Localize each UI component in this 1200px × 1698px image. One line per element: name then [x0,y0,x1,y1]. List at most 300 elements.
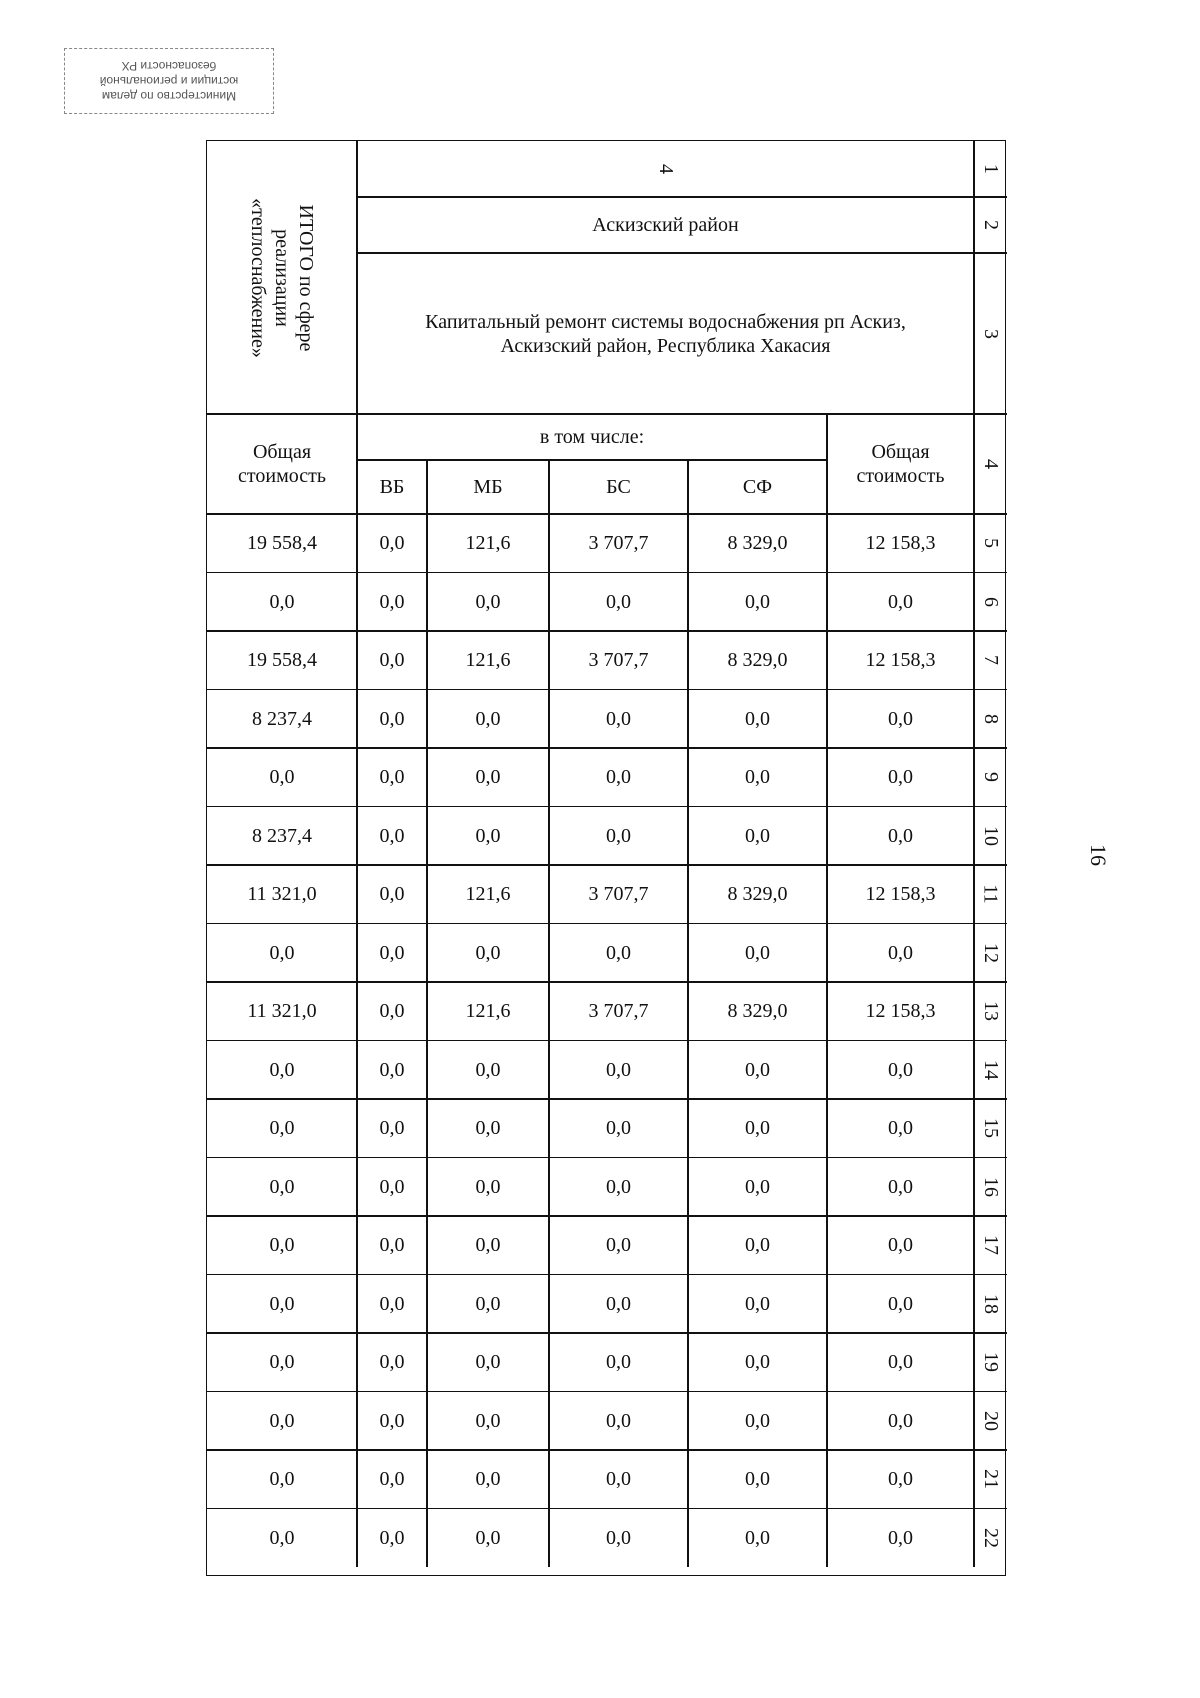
cell-value: 0,0 [475,1234,501,1257]
vb-cell [357,1158,427,1217]
grid-line [207,981,1007,983]
header-text: БС [606,476,631,498]
vb-cell [357,748,427,807]
grid-line [826,414,828,514]
sf-cell [688,1216,827,1275]
sf-cell [688,1450,827,1509]
bs-cell [549,1509,688,1568]
vb-cell [357,865,427,924]
grid-line [207,747,1007,749]
bs-cell [549,748,688,807]
bs-cell [549,982,688,1041]
row-number-cell [974,141,1007,197]
cell-value: 0,0 [269,1117,295,1140]
sf-cell [688,1333,827,1392]
row-number-cell [974,253,1007,414]
mb-cell [427,1275,549,1334]
bs-cell [549,1392,688,1451]
row-number: 6 [979,596,1002,607]
project-cell [357,253,974,414]
cell-value: 0,0 [379,1234,405,1257]
grid-line [207,864,1007,866]
cell-value: 11 321,0 [247,1000,317,1023]
bs-cell [549,573,688,632]
cell-value: 0,0 [379,649,405,672]
cell-value: 19 558,4 [247,649,317,672]
cell-value: 8 237,4 [252,707,312,730]
project-title-line: Аскизский район, Республика Хакасия [500,334,831,357]
sf-cell [688,1158,827,1217]
cell-value: 0,0 [475,1468,501,1491]
bs-cell [549,807,688,866]
sf-cell [688,631,827,690]
row-number: 9 [979,772,1002,783]
cell-value: 0,0 [475,766,501,789]
row-number: 1 [979,164,1002,174]
cell-value: 3 707,7 [588,649,649,672]
cell-value: 0,0 [269,1058,295,1081]
mb-cell [427,1099,549,1158]
grid-line [207,689,1007,691]
total-cost-2-cell [827,982,974,1041]
sf-header [688,460,827,514]
header-text: стоимость [238,465,326,487]
total-cost-2-cell [827,1333,974,1392]
cell-value: 3 707,7 [588,1000,649,1023]
total-cost-2-cell [827,748,974,807]
grid-line [687,514,689,1567]
cell-value: 0,0 [888,824,913,847]
cell-value: 0,0 [606,941,631,964]
row-number-cell [974,1450,1007,1509]
cell-value: 0,0 [379,1409,405,1432]
cell-value: 0,0 [475,590,501,613]
grid-line [357,196,1007,198]
cell-value: 0,0 [269,766,295,789]
row-number: 3 [979,328,1002,339]
cell-value: 0,0 [888,1351,913,1374]
grid-line [548,514,550,1567]
project-title-line: Капитальный ремонт системы водоснабжения рп Аскиз, [425,310,906,333]
cell-value: 0,0 [475,1292,501,1315]
cell-value: 0,0 [379,1526,405,1549]
total-cost-2-cell [827,1041,974,1100]
cell-value: 121,6 [465,532,511,555]
cell-value: 0,0 [379,532,405,555]
grid-line [207,1040,1007,1042]
sf-cell [688,1275,827,1334]
cell-value: 3 707,7 [588,532,649,555]
row-number: 4 [979,459,1002,469]
sf-cell [688,865,827,924]
sf-cell [688,1041,827,1100]
vb-cell [357,573,427,632]
mb-cell [427,924,549,983]
bs-cell [549,1333,688,1392]
cell-value: 0,0 [269,1526,295,1549]
mb-cell [427,1216,549,1275]
cell-value: 0,0 [379,1058,405,1081]
cell-value: 0,0 [475,824,501,847]
cell-value: 0,0 [606,707,631,730]
row-number: 7 [979,655,1002,666]
cell-value: 0,0 [269,1468,295,1491]
cell-value: 0,0 [745,1351,770,1374]
total-cost-cell [207,1275,357,1334]
row-number: 14 [979,1059,1002,1080]
vb-cell [357,1099,427,1158]
mb-cell [427,982,549,1041]
cell-value: 121,6 [465,1000,511,1023]
cell-value: 0,0 [379,824,405,847]
grid-line [548,460,550,514]
row-number-cell [974,573,1007,632]
mb-cell [427,1392,549,1451]
total-cost-cell [207,690,357,749]
cell-value: 0,0 [379,590,405,613]
sf-cell [688,807,827,866]
cell-value: 0,0 [888,941,913,964]
bs-cell [549,631,688,690]
funding-table [206,140,1006,1576]
vb-cell [357,1216,427,1275]
row-number: 15 [979,1118,1002,1139]
cell-value: 8 329,0 [727,532,788,555]
bs-cell [549,1450,688,1509]
cell-value: 0,0 [888,766,913,789]
total-cost-cell [207,807,357,866]
row-number: 19 [979,1352,1002,1373]
total-cost-2-cell [827,1275,974,1334]
mb-cell [427,690,549,749]
row-number-cell [974,982,1007,1041]
total-cost-header-2 [827,414,974,514]
cell-value: 0,0 [745,1117,770,1140]
total-cost-2-cell [827,573,974,632]
grid-line [207,1157,1007,1159]
cell-value: 0,0 [475,1409,501,1432]
grid-line [357,252,1007,254]
bs-header [549,460,688,514]
cell-value: 0,0 [269,1234,295,1257]
cell-value: 0,0 [888,590,913,613]
cell-value: 0,0 [379,766,405,789]
grid-line [826,514,828,1567]
mb-cell [427,1450,549,1509]
itogo-header [207,141,357,414]
cell-value: 0,0 [269,590,295,613]
bs-cell [549,1275,688,1334]
header-text: стоимость [856,465,945,487]
total-cost-2-cell [827,1216,974,1275]
cell-value: 0,0 [888,1409,913,1432]
grid-line [207,1508,1007,1510]
cell-value: 0,0 [269,1409,295,1432]
row-number-cell [974,514,1007,573]
cell-value: 0,0 [269,1175,295,1198]
cell-value: 8 237,4 [252,824,312,847]
cell-value: 8 329,0 [727,883,788,906]
cell-value: 0,0 [745,1058,770,1081]
cell-value: 0,0 [606,590,631,613]
row-number: 12 [979,942,1002,963]
row-number-cell [974,1216,1007,1275]
cell-value: 8 329,0 [727,649,788,672]
header-text: ВБ [379,476,405,498]
district-name: Аскизский район [592,214,739,236]
mb-cell [427,1333,549,1392]
grid-line [207,923,1007,925]
vb-cell [357,1450,427,1509]
total-cost-2-cell [827,631,974,690]
total-cost-header [207,414,357,514]
cell-value: 0,0 [745,1175,770,1198]
vb-cell [357,924,427,983]
row-number-cell [974,1158,1007,1217]
total-cost-2-cell [827,690,974,749]
row-number-cell [974,748,1007,807]
total-cost-2-cell [827,1509,974,1568]
stamp-line: юстиции и региональной [99,74,239,89]
row-number-cell [974,1041,1007,1100]
cell-value: 0,0 [606,1409,631,1432]
grid-line [207,1274,1007,1276]
cell-value: 0,0 [379,883,405,906]
cell-value: 0,0 [379,707,405,730]
itogo-line: реализации [271,228,293,327]
grid-line [207,572,1007,574]
vb-cell [357,1275,427,1334]
vb-header [357,460,427,514]
cell-value: 0,0 [888,1292,913,1315]
vb-cell [357,807,427,866]
row-number-cell [974,807,1007,866]
cell-value: 0,0 [888,1117,913,1140]
mb-cell [427,631,549,690]
row-number-cell [974,631,1007,690]
vb-cell [357,982,427,1041]
vb-cell [357,1509,427,1568]
vb-cell [357,1041,427,1100]
total-cost-2-cell [827,1158,974,1217]
mb-header [427,460,549,514]
grid-line [426,514,428,1567]
bs-cell [549,1099,688,1158]
row-number: 18 [979,1293,1002,1314]
cell-value: 0,0 [745,590,770,613]
cell-value: 0,0 [475,1526,501,1549]
row-number: 8 [979,713,1002,724]
header-text: СФ [742,476,773,498]
grid-line [426,460,428,514]
row-number: 17 [979,1235,1002,1256]
cell-value: 0,0 [745,824,770,847]
row-number-cell [974,690,1007,749]
cell-value: 0,0 [888,1058,913,1081]
district-cell [357,197,974,253]
cell-value: 0,0 [888,1175,913,1198]
sf-cell [688,982,827,1041]
grid-line [207,1391,1007,1393]
cell-value: 0,0 [475,941,501,964]
cell-value: 0,0 [745,1409,770,1432]
bs-cell [549,865,688,924]
cell-value: 0,0 [745,707,770,730]
itogo-line: «теплоснабжение» [247,197,269,358]
sf-cell [688,1392,827,1451]
grid-line [687,460,689,514]
grid-line [207,1098,1007,1100]
cell-value: 0,0 [606,1175,631,1198]
cell-value: 0,0 [269,1292,295,1315]
cell-value: 0,0 [888,1234,913,1257]
cell-value: 0,0 [606,1292,631,1315]
cell-value: 0,0 [379,1117,405,1140]
col-index-cell [357,141,974,197]
grid-line [207,1449,1007,1451]
row-number: 16 [979,1176,1002,1197]
total-cost-cell [207,982,357,1041]
grid-line [207,413,1007,415]
total-cost-2-cell [827,807,974,866]
cell-value: 0,0 [606,1351,631,1374]
cell-value: 0,0 [475,1175,501,1198]
total-cost-cell [207,748,357,807]
cell-value: 0,0 [606,1117,631,1140]
mb-cell [427,1509,549,1568]
row-number: 21 [979,1469,1002,1490]
cell-value: 8 329,0 [727,1000,788,1023]
bs-cell [549,690,688,749]
cell-value: 0,0 [475,1058,501,1081]
total-cost-cell [207,1158,357,1217]
cell-value: 3 707,7 [588,883,649,906]
itogo-line: ИТОГО по сфере [295,204,317,351]
grid-line [356,514,358,1567]
total-cost-cell [207,1450,357,1509]
row-number-cell [974,1392,1007,1451]
total-cost-2-cell [827,865,974,924]
vb-cell [357,631,427,690]
row-number-cell [974,1333,1007,1392]
cell-value: 0,0 [606,1468,631,1491]
cell-value: 0,0 [745,941,770,964]
sf-cell [688,573,827,632]
total-cost-cell [207,631,357,690]
cell-value: 0,0 [745,1468,770,1491]
col-index-number: 4 [654,164,677,174]
total-cost-2-cell [827,1099,974,1158]
total-cost-cell [207,573,357,632]
grid-line [207,806,1007,808]
sf-cell [688,924,827,983]
row-number: 20 [979,1410,1002,1431]
cell-value: 0,0 [606,824,631,847]
cell-value: 0,0 [745,1234,770,1257]
row-number-cell [974,414,1007,514]
cell-value: 0,0 [475,707,501,730]
grid-line [207,513,1007,515]
cell-value: 12 158,3 [865,1000,936,1023]
row-number-cell [974,1099,1007,1158]
cell-value: 0,0 [379,1000,405,1023]
page-number: 16 [1086,844,1111,866]
cell-value: 0,0 [606,1058,631,1081]
cell-value: 12 158,3 [865,532,936,555]
grid-line [207,1332,1007,1334]
cell-value: 0,0 [269,941,295,964]
bs-cell [549,1041,688,1100]
header-text: Общая [252,441,312,463]
cell-value: 0,0 [606,1526,631,1549]
total-cost-cell [207,1333,357,1392]
cell-value: 0,0 [606,1234,631,1257]
stamp-line: Министерство по делам [101,89,237,104]
mb-cell [427,514,549,573]
cell-value: 0,0 [379,1468,405,1491]
mb-cell [427,748,549,807]
sf-cell [688,690,827,749]
total-cost-cell [207,514,357,573]
row-number: 5 [979,538,1002,549]
bs-cell [549,1216,688,1275]
cell-value: 19 558,4 [247,532,317,555]
grid-line [357,459,827,461]
registration-stamp [64,48,274,114]
bs-cell [549,1158,688,1217]
cell-value: 0,0 [745,1292,770,1315]
mb-cell [427,865,549,924]
sf-cell [688,1509,827,1568]
total-cost-cell [207,1392,357,1451]
sf-cell [688,514,827,573]
header-text: Общая [871,441,930,463]
mb-cell [427,573,549,632]
grid-line [207,630,1007,632]
total-cost-2-cell [827,1392,974,1451]
cell-value: 0,0 [745,766,770,789]
vb-cell [357,1333,427,1392]
vb-cell [357,514,427,573]
header-text: МБ [473,476,503,498]
cell-value: 121,6 [465,649,511,672]
cell-value: 0,0 [888,1468,913,1491]
cell-value: 12 158,3 [865,883,936,906]
bs-cell [549,514,688,573]
cell-value: 0,0 [606,766,631,789]
grid-line [207,1215,1007,1217]
header-text: в том числе: [539,426,645,448]
total-cost-cell [207,1041,357,1100]
mb-cell [427,1041,549,1100]
row-number-cell [974,197,1007,253]
row-number: 22 [979,1527,1002,1548]
total-cost-cell [207,924,357,983]
cell-value: 0,0 [269,1351,295,1374]
vb-cell [357,1392,427,1451]
total-cost-cell [207,1216,357,1275]
total-cost-2-cell [827,514,974,573]
row-number: 10 [979,825,1002,846]
cell-value: 0,0 [888,1526,913,1549]
row-number: 11 [979,884,1002,904]
stamp-line: безопасности РХ [121,59,217,74]
total-cost-2-cell [827,1450,974,1509]
sf-cell [688,748,827,807]
cell-value: 0,0 [475,1117,501,1140]
cell-value: 12 158,3 [865,649,936,672]
cell-value: 0,0 [888,707,913,730]
